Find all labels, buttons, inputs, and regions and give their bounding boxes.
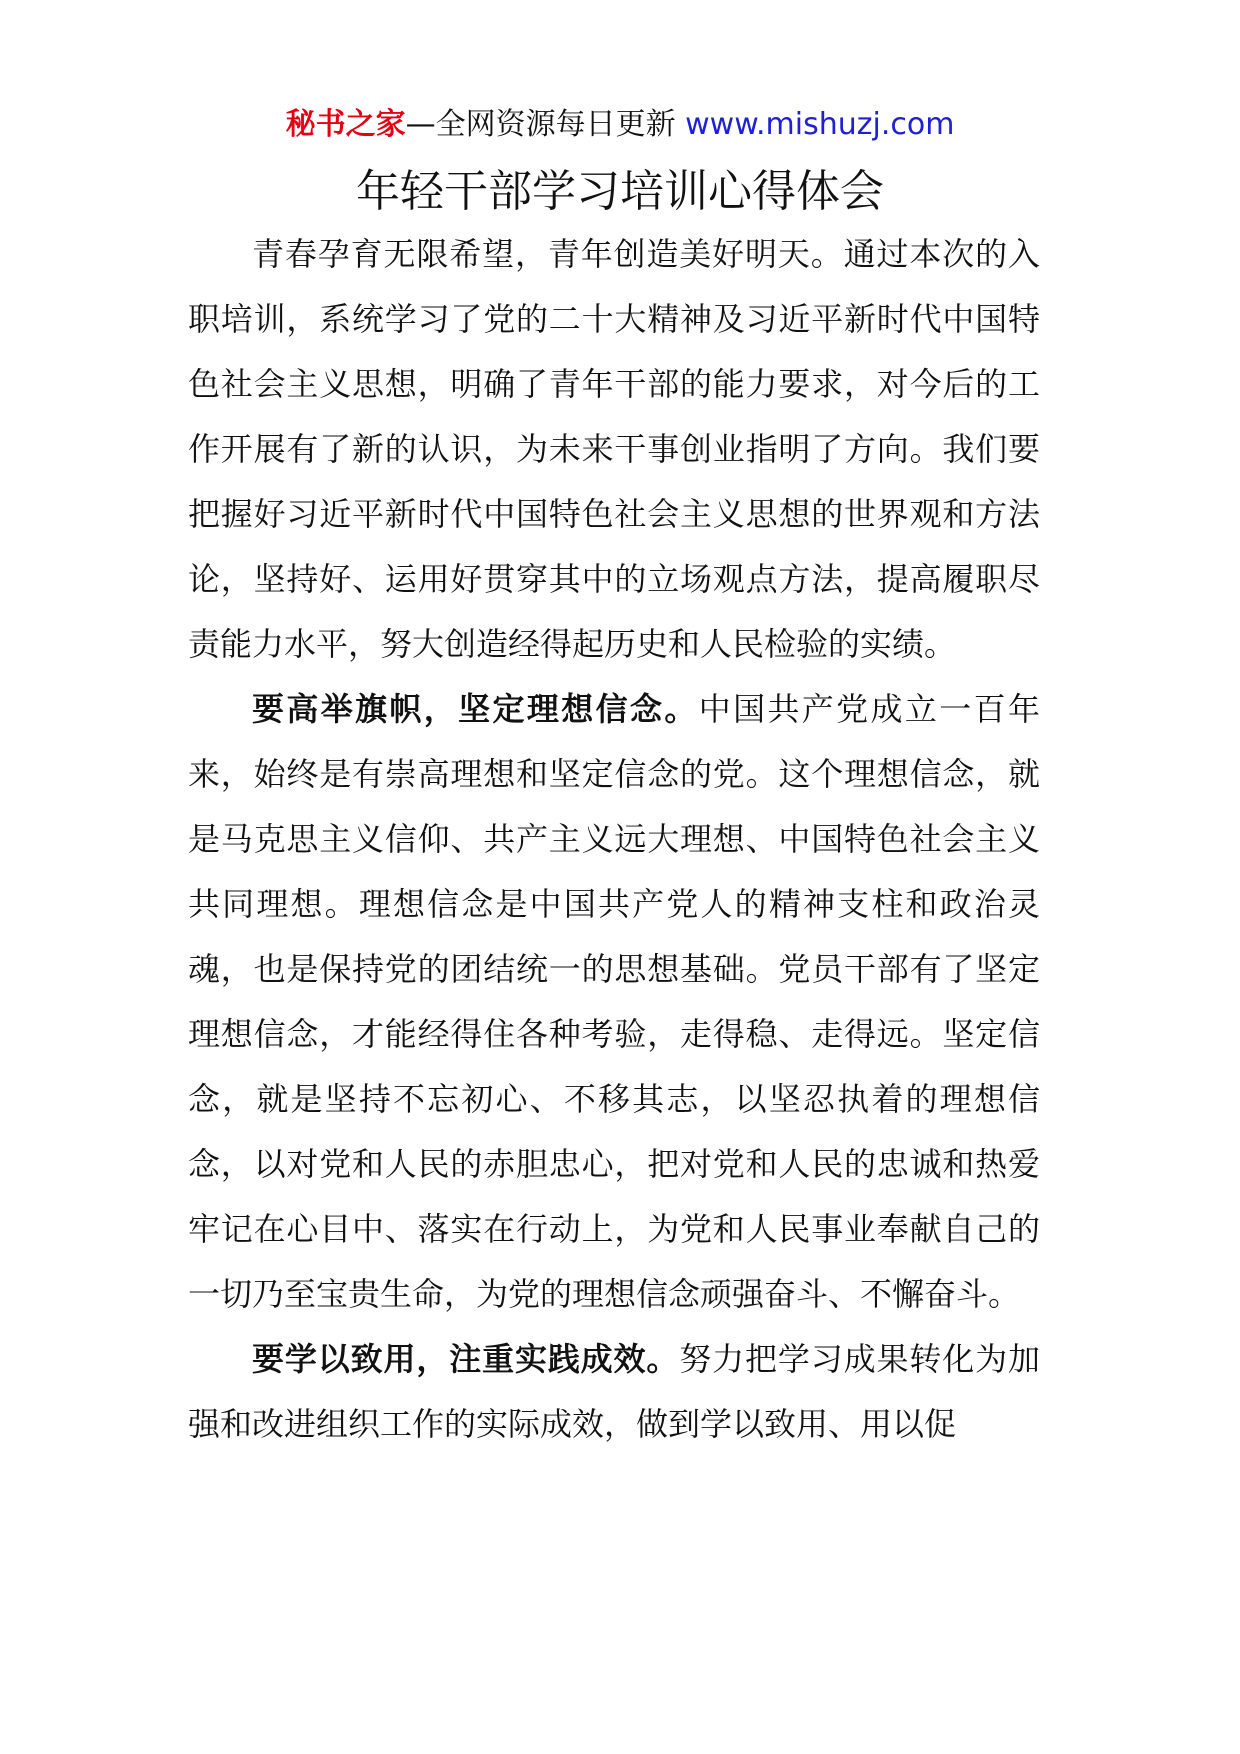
paragraph-text: 努力把学习成果转化为加强和改进组织工作的实际成效，做到学以致用、用以促: [188, 1340, 1040, 1443]
paragraph-text: 青春孕育无限希望，青年创造美好明天。通过本次的入职培训，系统学习了党的二十大精神及习近平新时代中国特色社会主义思想，明确了青年干部的能力要求，对今后的工作开展有了新的认识，为未来干事创业指明了方向。我们要把握好习近平新时代中国特色社会主义思想的世界观和方法论，坚持好、运用好贯穿其中的立场观点方法，提高履职尽责能力水平，努大创造经得起历史和人民检验的实绩。: [188, 235, 1040, 663]
paragraph-practice: [188, 1327, 1040, 1457]
document-body: [188, 222, 1040, 1457]
document-title: 年轻干部学习培训心得体会: [356, 166, 884, 217]
header-tagline: —全网资源每日更新: [405, 107, 686, 142]
site-header: [0, 100, 1240, 150]
paragraph-intro: [188, 222, 1040, 677]
paragraph-text: 中国共产党成立一百年来，始终是有崇高理想和坚定信念的党。这个理想信念，就是马克思主义信仰、共产主义远大理想、中国特色社会主义共同理想。理想信念是中国共产党人的精神支柱和政治灵魂，也是保持党的团结统一的思想基础。党员干部有了坚定理想信念，才能经得住各种考验，走得稳、走得远。坚定信念，就是坚持不忘初心、不移其志，以坚忍执着的理想信念，以对党和人民的赤胆忠心，把对党和人民的忠诚和热爱牢记在心目中、落实在行动上，为党和人民事业奉献自己的一切乃至宝贵生命，为党的理想信念顽强奋斗、不懈奋斗。: [188, 690, 1040, 1313]
paragraph-lead: 要学以致用，注重实践成效。: [252, 1340, 680, 1378]
paragraph-lead: 要高举旗帜，坚定理想信念。: [252, 690, 699, 728]
brand-name: 秘书之家: [285, 107, 406, 142]
site-url-link[interactable]: www.mishuzj.com: [685, 107, 955, 142]
paragraph-ideals: [188, 677, 1040, 1327]
